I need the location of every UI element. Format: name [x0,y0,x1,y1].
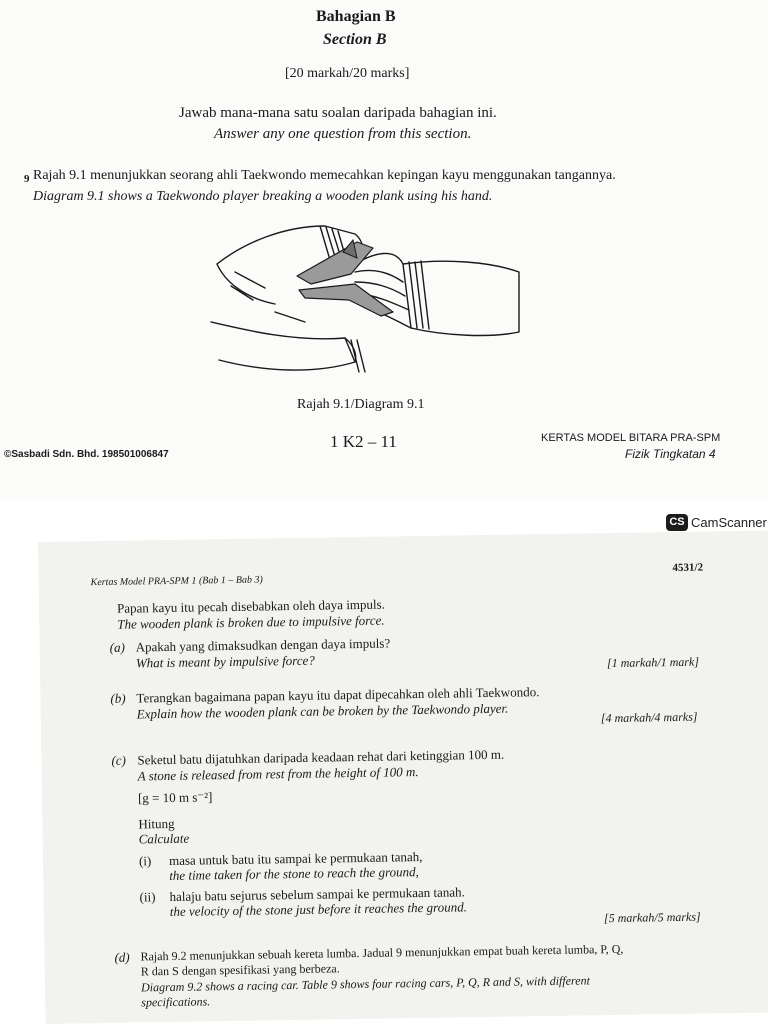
series-name: KERTAS MODEL BITARA PRA-SPM [541,432,721,444]
part-c-marks: [5 markah/5 marks] [603,909,701,926]
part-c-ms: Seketul batu dijatuhkan daripada keadaan rehat dari ketinggian 100 m. [137,746,505,768]
scanned-page-top [0,0,768,500]
taekwondo-plank-illustration [205,212,525,382]
part-d-ms-line2: R dan S dengan spesifikasi yang berbeza. [140,961,340,979]
question-number: 9 [24,173,30,185]
part-a-marks: [1 markah/1 mark] [606,654,700,671]
publisher-credit: ©Sasbadi Sdn. Bhd. 198501006847 [4,449,169,460]
part-d-en-line1: Diagram 9.2 shows a racing car. Table 9 shows four racing cars, P, Q, R and S, with different [140,973,590,995]
part-cii-en: the velocity of the stone just before it reaches the ground. [169,899,468,919]
part-c-given: [g = 10 m s⁻²] [137,789,213,806]
camscanner-label: CamScanner [691,515,767,530]
intro-ms: Papan kayu itu pecah disebabkan oleh daya impuls. [116,596,386,616]
part-d-en-line2: specifications. [141,994,211,1010]
camscanner-logo-icon: CS [666,514,688,531]
page-header-right: 4531/2 [672,561,704,575]
scanned-page-bottom [38,531,768,1024]
page-header-left: Kertas Model PRA-SPM 1 (Bab 1 – Bab 3) [90,574,263,589]
marks-total: [20 markah/20 marks] [285,66,410,81]
part-b-ms: Terangkan bagaimana papan kayu itu dapat dipecahkan oleh ahli Taekwondo. [136,684,540,706]
section-title-ms: Bahagian B [316,8,396,25]
part-d-ms-line1: Rajah 9.2 menunjukkan sebuah kereta lumba. Jadual 9 menunjukkan empat buah kereta lumba, P, Q, [140,941,624,964]
part-c-en: A stone is released from rest from the height of 100 m. [137,764,419,784]
part-cii-ms: halaju batu sejurus sebelum sampai ke permukaan tanah. [169,884,465,904]
part-a-ms: Apakah yang dimaksudkan dengan daya impuls? [135,635,391,655]
part-a-label: (a) [109,639,125,655]
calculate-en: Calculate [138,830,190,847]
subject-name: Fizik Tingkatan 4 [625,447,716,461]
intro-en: The wooden plank is broken due to impulsive force. [117,612,385,632]
part-ci-en: the time taken for the stone to reach the ground, [169,864,419,883]
part-b-marks: [4 markah/4 marks] [600,709,698,726]
page-code: 1 K2 – 11 [330,432,397,451]
question-text-ms: Rajah 9.1 menunjukkan seorang ahli Taekwondo memecahkan kepingan kayu menggunakan tangannya. [33,168,616,183]
calculate-ms: Hitung [138,815,175,832]
instruction-ms: Jawab mana-mana satu soalan daripada bahagian ini. [179,105,497,121]
diagram-caption: Rajah 9.1/Diagram 9.1 [297,397,425,412]
part-d-label: (d) [114,949,130,965]
part-b-label: (b) [110,690,126,706]
part-a-en: What is meant by impulsive force? [135,652,315,671]
question-text-en: Diagram 9.1 shows a Taekwondo player breaking a wooden plank using his hand. [33,189,493,204]
part-cii-label: (ii) [139,889,156,905]
section-title-en: Section B [323,31,387,48]
part-ci-ms: masa untuk batu itu sampai ke permukaan tanah, [168,849,423,868]
part-c-label: (c) [111,752,126,768]
instruction-en: Answer any one question from this section. [214,126,472,142]
part-b-en: Explain how the wooden plank can be broken by the Taekwondo player. [136,700,509,722]
part-ci-label: (i) [138,853,152,869]
